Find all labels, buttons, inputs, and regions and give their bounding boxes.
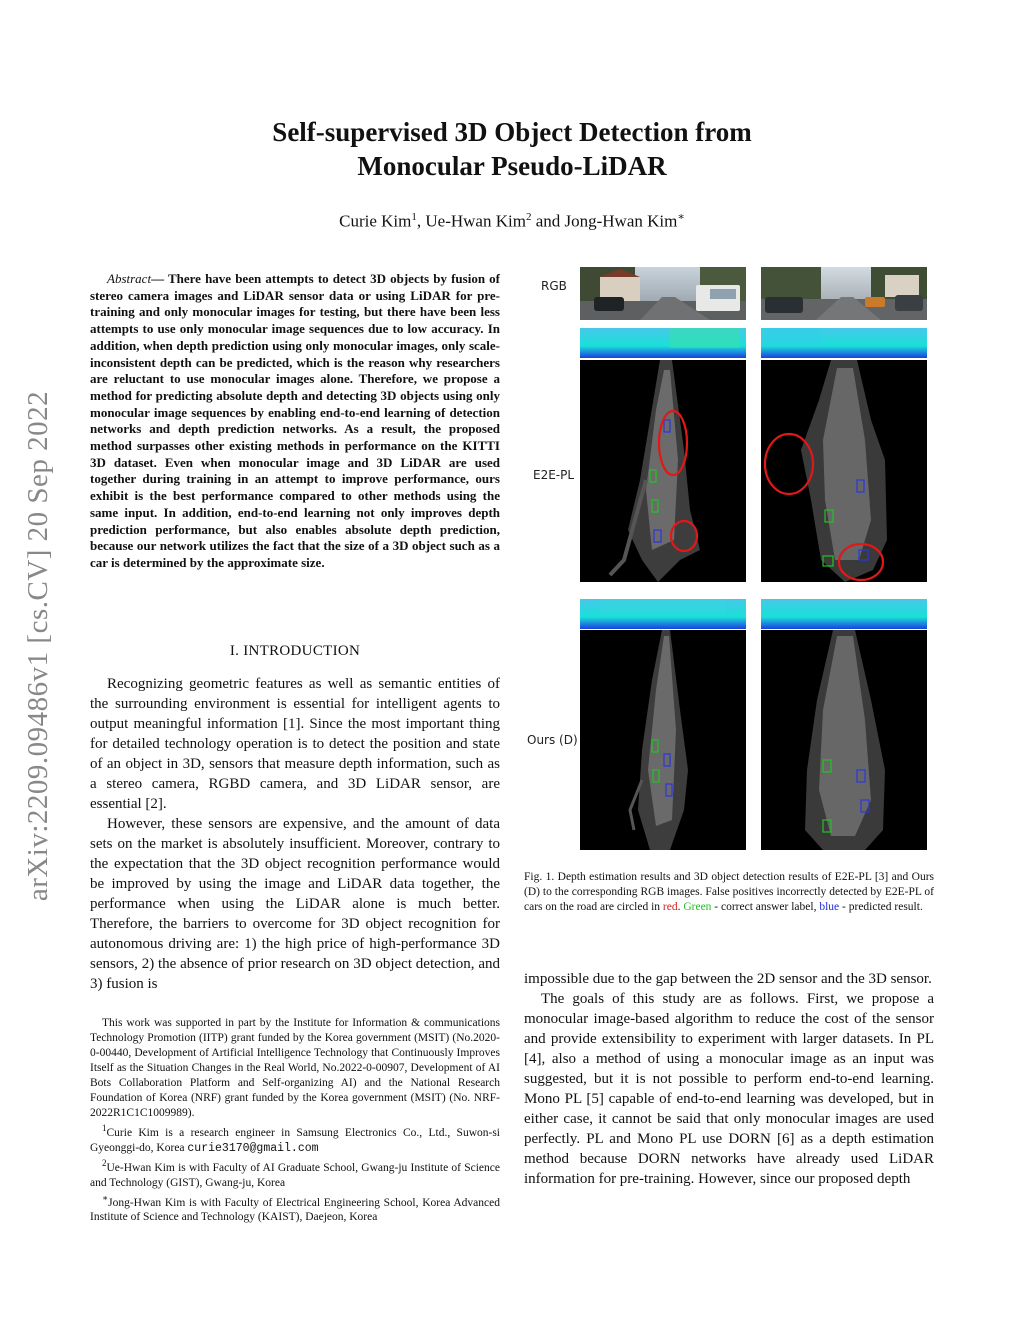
rgb-street-scene-left: [580, 267, 746, 320]
footnotes: [90, 1016, 500, 1225]
caption-text-prefix: Fig. 1. Depth estimation results and 3D object detection results of E2E-PL [3] and Ours (D) to the corresponding RGB images. False positives incorrectly detected by E2E-PL of cars on the road are circled in: [524, 871, 934, 913]
pointcloud-e2e-right: [761, 360, 927, 582]
footnote-2-mark: 2: [102, 1157, 107, 1168]
ours-pointcloud-right: [761, 630, 927, 850]
footnote-1-text: Curie Kim is a research engineer in Samsung Electronics Co., Ltd., Suwon-si Gyeonggi-do, Korea: [90, 1126, 500, 1154]
depth-map-ours-right: [761, 599, 927, 629]
figure-row-label-e2e: E2E-PL: [533, 468, 575, 482]
footnote-3-text: Jong-Hwan Kim is with Faculty of Electrical Engineering School, Korea Advanced Institute of Science and Technology (KAIST), Daejeon, Korea: [90, 1196, 500, 1224]
author-email[interactable]: curie3170@gmail.com: [187, 1141, 319, 1155]
author-1: Curie Kim: [339, 211, 412, 231]
rgb-street-scene-right: [761, 267, 927, 320]
e2e-pointcloud-left: [580, 360, 746, 582]
figure-caption: [524, 870, 934, 915]
author-3: Jong-Hwan Kim: [564, 211, 678, 231]
footnote-3-mark: ∗: [102, 1192, 109, 1203]
intro-paragraph-1: Recognizing geometric features as well as semantic entities of the surrounding environment is essential for intelligent agents to output meaningful information [1]. Since the most important thing for detailed technology operation is to detect the position and state of an object in 3D, sensors that measure depth information, such as a stereo camera, RGBD camera, and 3D LiDAR sensor, are essential [2].: [90, 676, 500, 812]
e2e-pointcloud-right: [761, 360, 927, 582]
introduction-body: [90, 674, 500, 994]
caption-text-mid1: .: [677, 901, 684, 913]
abstract-label: Abstract: [107, 271, 152, 286]
section-heading: I. INTRODUCTION: [229, 643, 361, 659]
caption-text-mid2: - correct answer label,: [711, 901, 820, 913]
footnote-1-mark: 1: [102, 1123, 107, 1133]
depth-map-e2e-right: [761, 328, 927, 358]
caption-red-word: red: [662, 901, 678, 913]
depth-gradient-e2e-left: [580, 328, 746, 358]
arxiv-identifier: arXiv:2209.09486v1 [cs.CV] 20 Sep 2022: [22, 390, 54, 902]
depth-gradient-e2e-right: [761, 328, 927, 358]
right-paragraph-goals: The goals of this study are as follows. First, we propose a monocular image-based algorithm to reduce the cost of the sensor and provide extensibility to experiment with larger datasets. In PL [4], also a method of using a monocular image as an input was suggested, but it is not possible to perform end-to-end learning. Mono PL [5] capable of end-to-end learning was developed, but in either case, it cannot be said that only monocular images are used perfectly. PL and Mono PL use DORN [6] as a depth estimation method because DORN networks have already used LiDAR information for pre-training. However, since our proposed depth: [524, 991, 934, 1187]
pointcloud-ours-right: [761, 630, 927, 850]
rgb-image-right: [761, 267, 927, 320]
caption-blue-word: blue: [819, 901, 840, 913]
pointcloud-ours-left: [580, 630, 746, 850]
funding-note: This work was supported in part by the Institute for Information & communications Technology Promotion (IITP) grant funded by the Korea government (MSIT) (No.2020-0-00440, Development of Artificial Intelligence Technology that Continuously Improves Itself as the Situation Changes in the Real World, No.2022-0-00907, Development of AI Bots Collaboration Platform and Self-organizing AI) and the National Research Foundation of Korea (NRF) grant funded by the Korea government (MSIT) (No. NRF-2022R1C1C1009989).: [90, 1017, 500, 1119]
author-separator: and: [531, 211, 565, 231]
right-paragraph-continued: impossible due to the gap between the 2D sensor and the 3D sensor.: [524, 971, 932, 987]
depth-map-ours-left: [580, 599, 746, 629]
title-line-1: Self-supervised 3D Object Detection from: [272, 117, 752, 147]
right-column-body: [524, 969, 934, 1189]
footnote-2-text: Ue-Hwan Kim is with Faculty of AI Graduate School, Gwang-ju Institute of Science and Technology (GIST), Gwang-ju, Korea: [90, 1161, 500, 1189]
caption-text-suffix: - predicted result.: [839, 901, 923, 913]
footnote-3: [90, 1191, 500, 1226]
footnote-2: [90, 1156, 500, 1191]
author-3-mark: ∗: [677, 211, 685, 223]
abstract: [90, 271, 500, 572]
abstract-text: There have been attempts to detect 3D objects by fusion of stereo camera images and LiDAR sensor data or using LiDAR for pre-training and only monocular images for testing, but there have been less attempts to use only monocular image sequences due to low accuracy. In addition, when depth prediction using only monocular images, only scale-inconsistent depth can be predicted, which is the reason why researchers are reluctant to use monocular images alone. Therefore, we propose a method for predicting absolute depth and detecting 3D objects using only monocular image sequences by enabling end-to-end learning of detection networks and depth prediction networks. As a result, the proposed method surpasses other existing methods in performance on the KITTI 3D dataset. Even when monocular image and 3D LiDAR are used together during training in an attempt to improve performance, ours exhibit is the best performance compared to other methods using the same input. In addition, end-to-end learning not only improves depth prediction performance, but also enables absolute depth prediction, because our network utilizes the fact that the size of a 3D object such as a car is determined by the approximate size.: [90, 271, 501, 570]
paper-title: [200, 115, 824, 183]
intro-paragraph-2: However, these sensors are expensive, and the amount of data sets on the market is absolutely insufficient. Moreover, contrary to the expectation that the 3D object recognition performance would be improved by using the image and LiDAR data together, the performance when using the LiDAR alone is much better. Therefore, the barriers to overcome for 3D object recognition for autonomous driving are: 1) the high price of high-performance 3D sensors, 2) the absence of prior research on 3D object detection, and 3) fusion is: [90, 816, 500, 992]
title-line-2: Monocular Pseudo-LiDAR: [357, 151, 667, 181]
author-list: [200, 210, 824, 232]
caption-green-word: Green: [683, 901, 712, 913]
depth-gradient-ours-right: [761, 599, 927, 629]
rgb-image-left: [580, 267, 746, 320]
author-separator: ,: [416, 211, 426, 231]
ours-pointcloud-left: [580, 630, 746, 850]
figure-row-label-rgb: RGB: [541, 279, 567, 293]
author-2: Ue-Hwan Kim: [425, 211, 526, 231]
author-1-mark: 1: [411, 211, 417, 223]
abstract-dash: —: [151, 271, 168, 286]
depth-gradient-ours-left: [580, 599, 746, 629]
depth-map-e2e-left: [580, 328, 746, 358]
figure-row-label-ours: Ours (D): [527, 733, 578, 747]
pointcloud-e2e-left: [580, 360, 746, 582]
footnote-1: [90, 1121, 500, 1156]
author-2-mark: 2: [525, 211, 532, 223]
